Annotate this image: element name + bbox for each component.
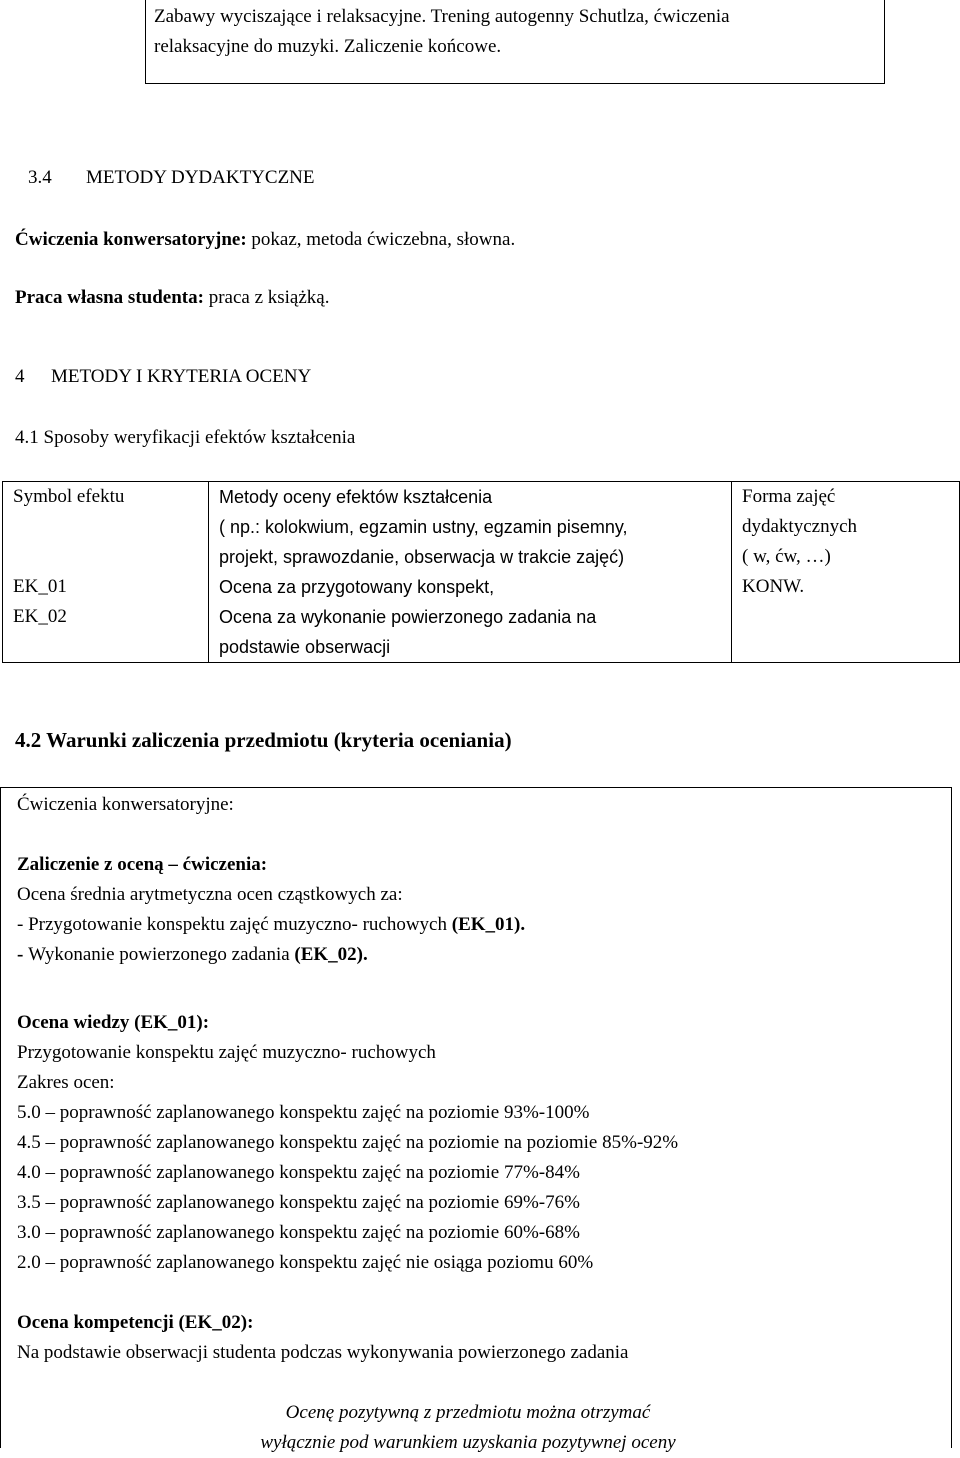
- item-dash: -: [17, 944, 29, 965]
- own-work: [15, 283, 330, 313]
- cell-text: EK_02: [13, 606, 67, 627]
- section-number: 3.4: [28, 167, 52, 188]
- grade-line: 3.0 – poprawność zaplanowanego konspektu zajęć na poziomie 60%-68%: [17, 1222, 580, 1243]
- subsection-4-2: 4.2 Warunki zaliczenia przedmiotu (kryteria oceniania): [15, 728, 512, 752]
- exercise-methods: [15, 225, 515, 255]
- final-note-line: wyłącznie pod warunkiem uzyskania pozytywnej oceny: [260, 1432, 676, 1453]
- header-text: ( w, ćw, …): [742, 546, 831, 567]
- content-line: relaksacyjne do muzyki. Zaliczenie końcowe.: [154, 36, 502, 57]
- header-text: projekt, sprawozdanie, obserwacja w trakcie zajęć): [219, 547, 625, 567]
- subsection-4-1: 4.1 Sposoby weryfikacji efektów kształcenia: [15, 427, 356, 448]
- item-text: Wykonanie powierzonego zadania: [28, 944, 295, 965]
- header-text: Forma zajęć: [742, 486, 836, 507]
- grade-line: 5.0 – poprawność zaplanowanego konspektu zajęć na poziomie 93%-100%: [17, 1102, 590, 1123]
- item-code: (EK_01).: [451, 914, 526, 935]
- table-header-row: [3, 482, 960, 573]
- table-row: [3, 572, 960, 663]
- credit-label: Zaliczenie z oceną – ćwiczenia:: [17, 854, 268, 875]
- cell-text: Ocena za przygotowany konspekt,: [219, 577, 495, 597]
- competence-label: Ocena kompetencji (EK_02):: [17, 1312, 254, 1333]
- item-text: - Przygotowanie konspektu zajęć muzyczno- ruchowych: [17, 914, 452, 935]
- cell-text: KONW.: [742, 576, 805, 597]
- final-note-line: Ocenę pozytywną z przedmiotu można otrzymać: [285, 1402, 651, 1423]
- competence-text: Na podstawie obserwacji studenta podczas wykonywania powierzonego zadania: [17, 1342, 629, 1363]
- criteria-item-1: [17, 910, 951, 940]
- cell-text: Ocena za wykonanie powierzonego zadania na: [219, 607, 597, 627]
- section-heading-4: [15, 362, 311, 392]
- exercise-text: pokaz, metoda ćwiczebna, słowna.: [246, 229, 516, 250]
- cell-methods: [209, 572, 732, 663]
- section-heading-3-4: [28, 163, 315, 193]
- grade-line: 2.0 – poprawność zaplanowanego konspektu zajęć nie osiąga poziomu 60%: [17, 1252, 594, 1273]
- header-text: Metody oceny efektów kształcenia: [219, 487, 493, 507]
- knowledge-label: Ocena wiedzy (EK_01):: [17, 1012, 210, 1033]
- header-text: ( np.: kolokwium, egzamin ustny, egzamin pisemny,: [219, 517, 628, 537]
- grade-line: 4.0 – poprawność zaplanowanego konspektu zajęć na poziomie 77%-84%: [17, 1162, 580, 1183]
- range-label: Zakres ocen:: [17, 1072, 115, 1093]
- cell-symbol: [3, 572, 209, 663]
- grade-line: 4.5 – poprawność zaplanowanego konspektu zajęć na poziomie na poziomie 85%-92%: [17, 1132, 679, 1153]
- header-cell-form: [732, 482, 960, 573]
- criteria-box: [0, 787, 952, 1453]
- criteria-item-2: [17, 940, 951, 970]
- content-box-top: [145, 0, 885, 84]
- criteria-heading: Ćwiczenia konwersatoryjne:: [17, 794, 234, 815]
- grade-line: 3.5 – poprawność zaplanowanego konspektu zajęć na poziomie 69%-76%: [17, 1192, 580, 1213]
- header-cell-methods: [209, 482, 732, 573]
- section-title: METODY I KRYTERIA OCENY: [51, 366, 312, 387]
- exercise-label: Ćwiczenia konwersatoryjne:: [15, 229, 247, 250]
- header-text: Symbol efektu: [13, 486, 125, 507]
- section-number: 4: [15, 366, 25, 387]
- cell-text: EK_01: [13, 576, 67, 597]
- average-text: Ocena średnia arytmetyczna ocen cząstkowych za:: [17, 884, 403, 905]
- header-cell-symbol: [3, 482, 209, 573]
- verification-table: [2, 481, 960, 663]
- cell-text: podstawie obserwacji: [219, 637, 391, 657]
- content-line: Zabawy wyciszające i relaksacyjne. Trening autogenny Schutlza, ćwiczenia: [154, 6, 730, 27]
- section-title: METODY DYDAKTYCZNE: [86, 167, 315, 188]
- own-work-label: Praca własna studenta:: [15, 287, 204, 308]
- cell-form: [732, 572, 960, 663]
- header-text: dydaktycznych: [742, 516, 858, 537]
- item-code: (EK_02).: [294, 944, 368, 965]
- own-work-text: praca z książką.: [203, 287, 330, 308]
- knowledge-text: Przygotowanie konspektu zajęć muzyczno- ruchowych: [17, 1042, 436, 1063]
